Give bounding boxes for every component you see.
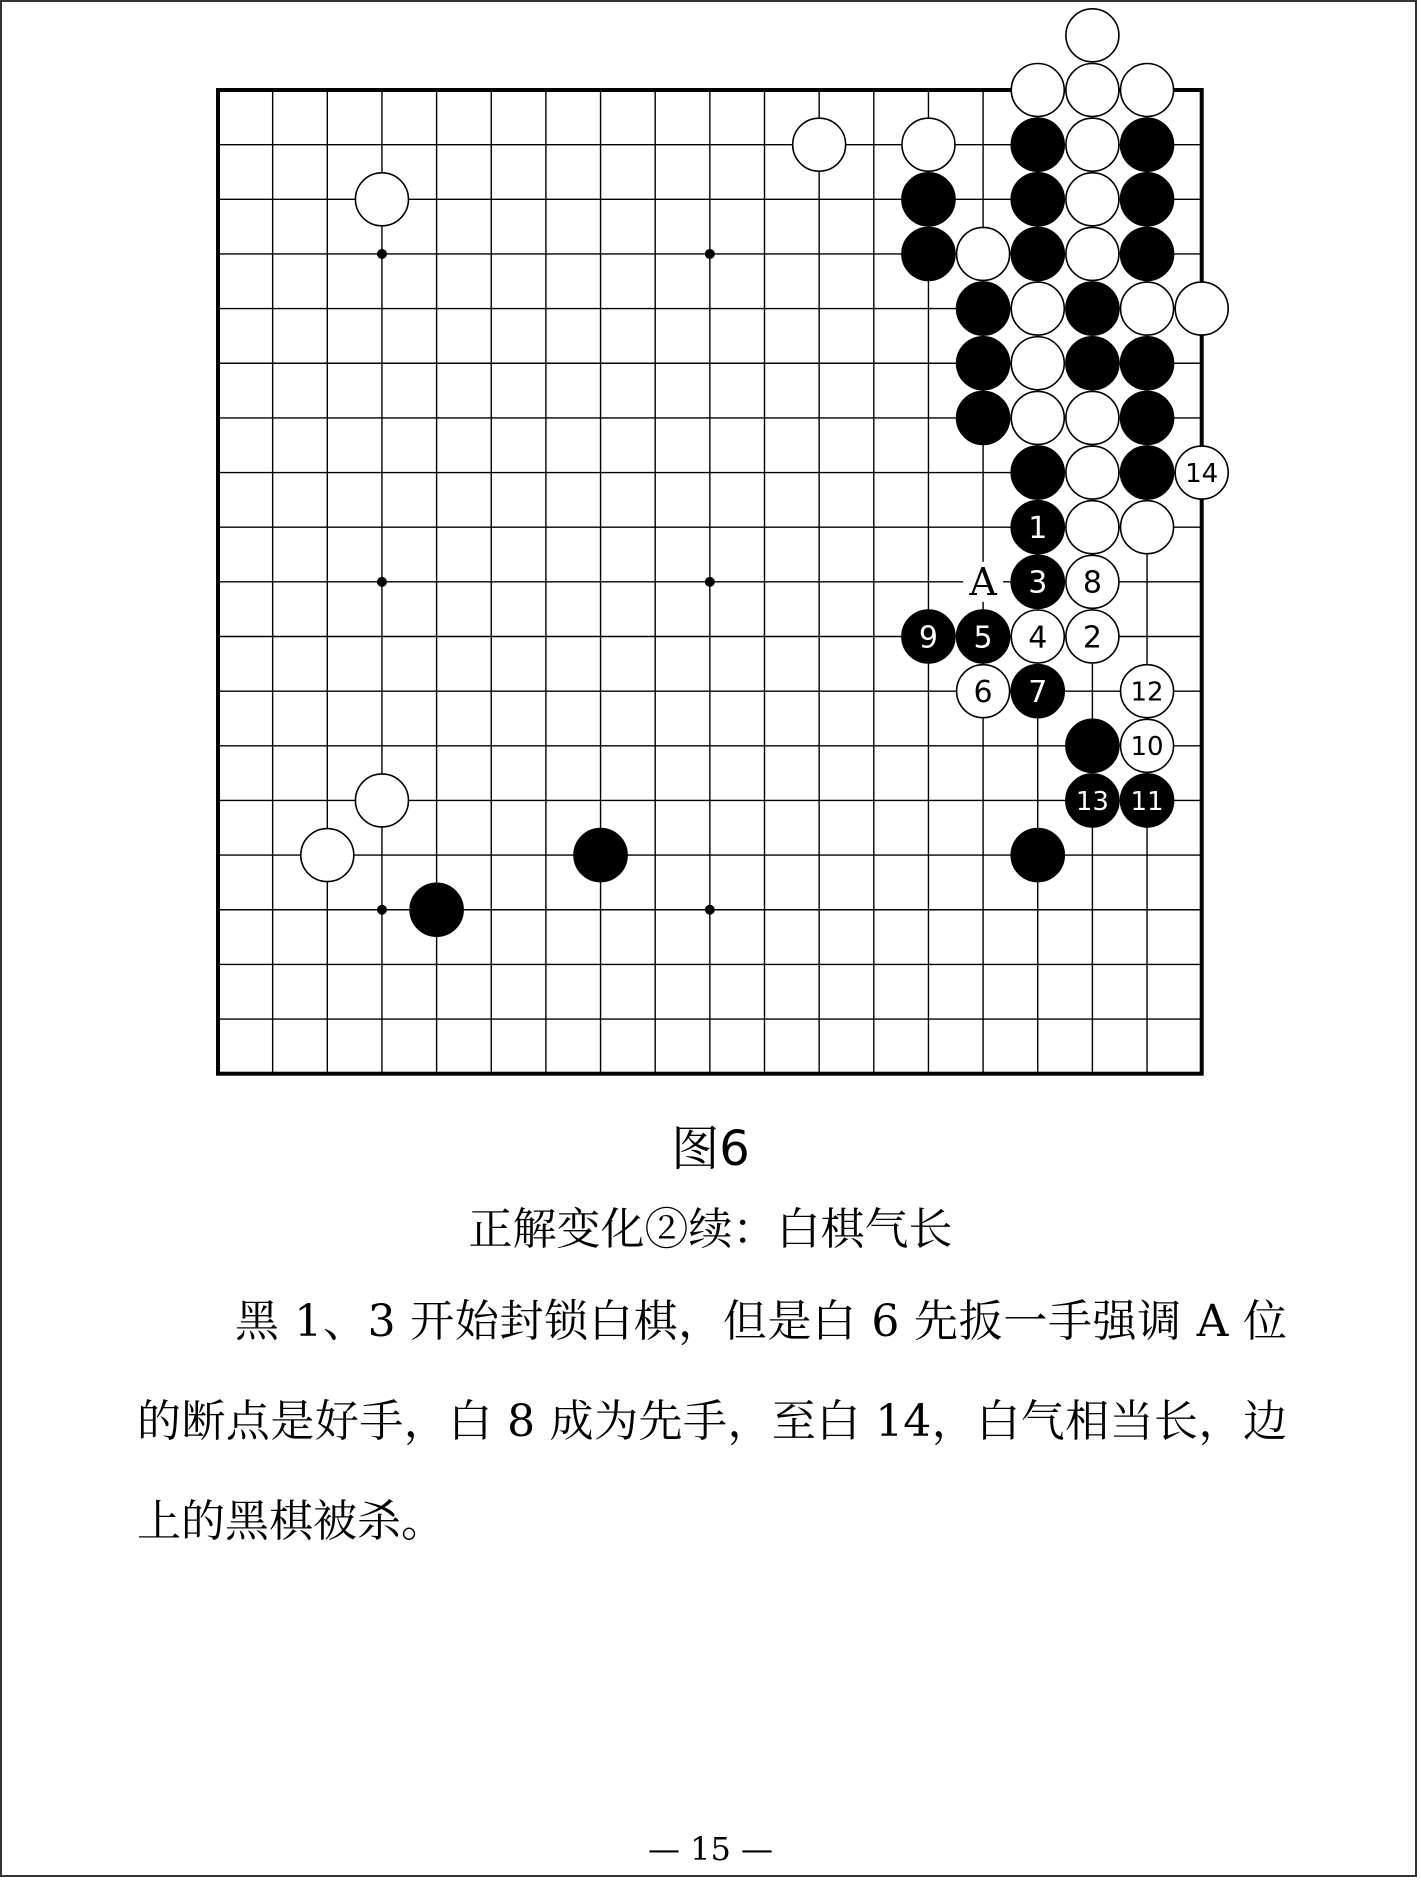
figure-label: 图6: [671, 1121, 750, 1177]
white-stone: [1011, 337, 1064, 390]
black-stone: [1011, 118, 1064, 171]
white-stone: [1066, 227, 1119, 280]
white-stone: [1066, 9, 1119, 62]
white-stone: [1175, 282, 1228, 335]
star-point: [377, 577, 387, 587]
white-stone: [1066, 501, 1119, 554]
white-stone: [355, 774, 408, 827]
black-stone: [1066, 719, 1119, 772]
stone-move-number: 3: [1028, 565, 1048, 601]
black-stone: [902, 227, 955, 280]
black-stone: [1121, 391, 1174, 444]
black-stone: [1121, 446, 1174, 499]
black-stone: [1066, 282, 1119, 335]
black-stone: [1011, 446, 1064, 499]
stone-move-number: 10: [1130, 732, 1164, 763]
stone-move-number: 14: [1185, 458, 1219, 489]
black-stone: [1121, 337, 1174, 390]
white-stone: [1066, 64, 1119, 117]
star-point: [377, 249, 387, 259]
page-number: — 15 —: [647, 1830, 774, 1868]
stone-move-number: 11: [1130, 786, 1164, 817]
point-marker-label: A: [969, 559, 997, 604]
white-stone: [1066, 118, 1119, 171]
black-stone: [902, 173, 955, 226]
star-point: [705, 249, 715, 259]
white-stone: [1066, 391, 1119, 444]
stone-move-number: 1: [1028, 511, 1048, 546]
white-stone: [902, 118, 955, 171]
white-stone: [1121, 282, 1174, 335]
white-stone: [793, 118, 846, 171]
white-stone: [957, 227, 1010, 280]
black-stone: [1011, 227, 1064, 280]
stone-move-number: 12: [1130, 677, 1164, 708]
black-stone: [1121, 227, 1174, 280]
black-stone: [1011, 173, 1064, 226]
black-stone: [1121, 173, 1174, 226]
black-stone: [1066, 337, 1119, 390]
black-stone: [574, 829, 627, 882]
white-stone: [301, 829, 354, 882]
body-text: [137, 1272, 1287, 1572]
black-stone: [1121, 118, 1174, 171]
black-stone: [1011, 829, 1064, 882]
stone-move-number: 2: [1082, 620, 1102, 656]
stone-move-number: 9: [918, 620, 938, 656]
star-point: [705, 905, 715, 915]
black-stone: [957, 391, 1010, 444]
white-stone: [1121, 64, 1174, 117]
body-paragraph: 黑 1、3 开始封锁白棋，但是白 6 先扳一手强调 A 位的断点是好手，白 8 成为先手，至白 14，白气相当长，边上的黑棋被杀。: [137, 1296, 1287, 1547]
star-point: [705, 577, 715, 587]
stone-move-number: 4: [1028, 620, 1048, 656]
stone-move-number: 13: [1075, 786, 1109, 817]
white-stone: [355, 173, 408, 226]
white-stone: [1011, 391, 1064, 444]
stone-move-number: 7: [1028, 674, 1048, 710]
black-stone: [957, 337, 1010, 390]
white-stone: [1121, 501, 1174, 554]
white-stone: [1066, 173, 1119, 226]
stone-move-number: 5: [973, 620, 993, 656]
black-stone: [957, 282, 1010, 335]
white-stone: [1066, 446, 1119, 499]
star-point: [377, 905, 387, 915]
white-stone: [1011, 64, 1064, 117]
stone-move-number: 8: [1082, 565, 1102, 601]
white-stone: [1011, 282, 1064, 335]
stone-move-number: 6: [973, 674, 993, 710]
black-stone: [410, 883, 463, 936]
figure-subtitle: 正解变化②续：白棋气长: [468, 1204, 953, 1255]
